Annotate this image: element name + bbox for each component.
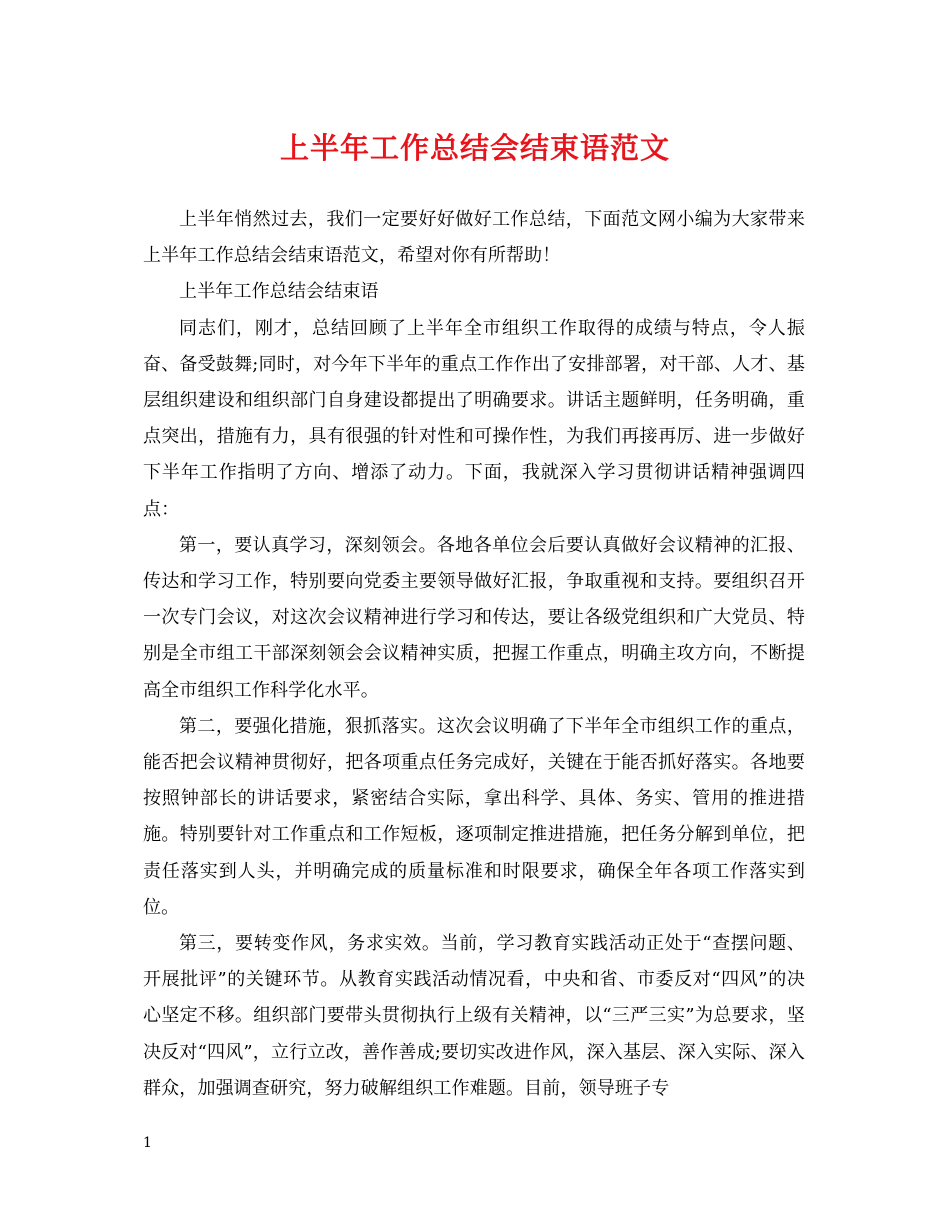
body-paragraph-3: 第二，要强化措施，狠抓落实。这次会议明确了下半年全市组织工作的重点，能否把会议精神贯彻好，把各项重点任务完成好，关键在于能否抓好落实。各地要按照钟部长的讲话要求，紧密结合实际，拿出科学、具体、务实、管用的推进措施。特别要针对工作重点和工作短板，逐项制定推进措施，把任务分解到单位，把责任落实到人头，并明确完成的质量标准和时限要求，确保全年各项工作落实到位。 [143, 715, 805, 918]
page-number: 1 [143, 1135, 152, 1151]
body-paragraph-1: 同志们，刚才，总结回顾了上半年全市组织工作取得的成绩与特点，令人振奋、备受鼓舞;同时，对今年下半年的重点工作作出了安排部署，对干部、人才、基层组织建设和组织部门自身建设都提出了明确要求。讲话主题鲜明，任务明确，重点突出，措施有力，具有很强的针对性和可操作性，为我们再接再厉、进一步做好下半年工作指明了方向、增添了动力。下面，我就深入学习贯彻讲话精神强调四点： [143, 317, 805, 520]
intro-paragraph: 上半年悄然过去，我们一定要好好做好工作总结，下面范文网小编为大家带来上半年工作总结会结束语范文，希望对你有所帮助！ [143, 209, 805, 267]
document-title: 上半年工作总结会结束语范文 [279, 131, 670, 165]
body-paragraph-2: 第一，要认真学习，深刻领会。各地各单位会后要认真做好会议精神的汇报、传达和学习工作，特别要向党委主要领导做好汇报，争取重视和支持。要组织召开一次专门会议，对这次会议精神进行学习和传达，要让各级党组织和广大党员、特别是全市组工干部深刻领会会议精神实质，把握工作重点，明确主攻方向，不断提高全市组织工作科学化水平。 [143, 534, 805, 701]
document-body [143, 202, 805, 1107]
body-paragraph-4: 第三，要转变作风，务求实效。当前，学习教育实践活动正处于“查摆问题、开展批评”的关键环节。从教育实践活动情况看，中央和省、市委反对“四风”的决心坚定不移。组织部门要带头贯彻执行上级有关精神，以“三严三实”为总要求，坚决反对“四风”，立行立改，善作善成;要切实改进作风，深入基层、深入实际、深入群众，加强调查研究，努力破解组织工作难题。目前，领导班子专 [143, 933, 805, 1099]
section-heading: 上半年工作总结会结束语 [179, 281, 379, 303]
